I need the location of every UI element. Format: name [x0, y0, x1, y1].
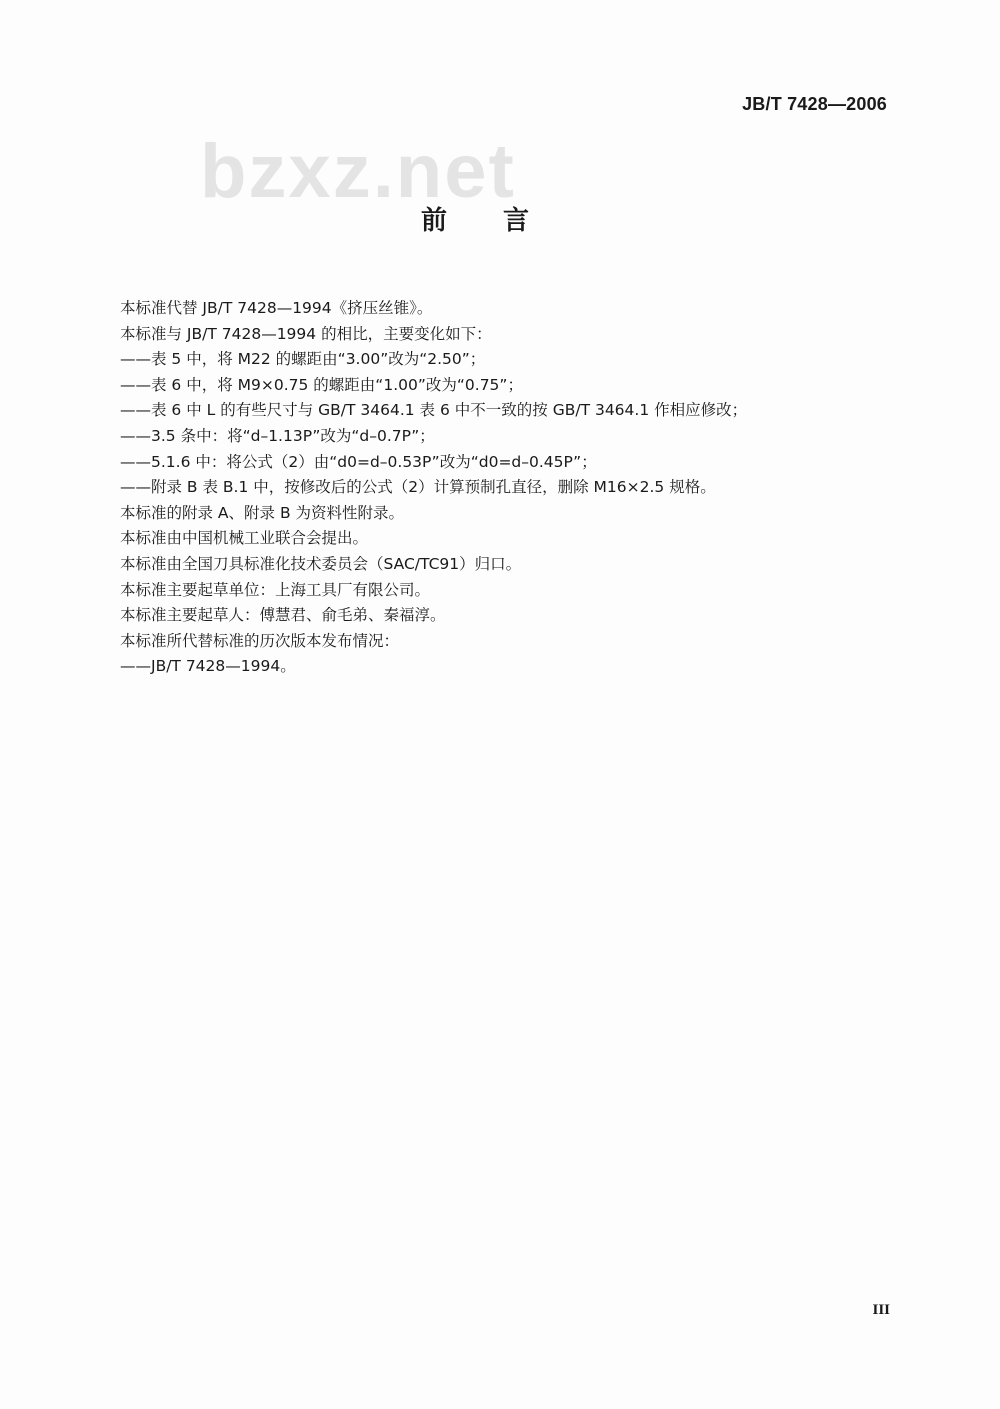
foreword-line: 本标准所代替标准的历次版本发布情况： [120, 631, 400, 650]
page-title [0, 200, 950, 237]
change-item: ——3.5 条中：将“d–1.13P”改为“d–0.7P”； [120, 426, 435, 445]
foreword-line: 本标准由中国机械工业联合会提出。 [120, 529, 369, 548]
title-char-2: 言 [503, 206, 530, 236]
watermark: bzxz.net [200, 129, 516, 214]
foreword-line: 本标准主要起草单位：上海工具厂有限公司。 [120, 580, 431, 599]
foreword-line: 本标准主要起草人：傅慧君、俞毛弟、秦福淳。 [120, 606, 446, 625]
change-item: ——表 5 中，将 M22 的螺距由“3.00”改为“2.50”； [120, 350, 486, 369]
foreword-line: 本标准由全国刀具标准化技术委员会（SAC/TC91）归口。 [120, 554, 522, 573]
change-item: ——表 6 中，将 M9×0.75 的螺距由“1.00”改为“0.75”； [120, 375, 523, 394]
change-item: ——表 6 中 L 的有些尺寸与 GB/T 3464.1 表 6 中不一致的按 GB/T 3464.1 作相应修改； [120, 401, 748, 420]
foreword-line: 本标准的附录 A、附录 B 为资料性附录。 [120, 503, 405, 522]
change-item: ——附录 B 表 B.1 中，按修改后的公式（2）计算预制孔直径，删除 M16×2.5 规格。 [120, 478, 716, 497]
title-char-1: 前 [420, 206, 447, 236]
change-item: ——5.1.6 中：将公式（2）由“d0=d–0.53P”改为“d0=d–0.45P”； [120, 452, 597, 471]
foreword-line: 本标准与 JB/T 7428—1994 的相比，主要变化如下： [120, 324, 492, 343]
previous-version-item: ——JB/T 7428—1994。 [120, 657, 296, 676]
foreword-line: 本标准代替 JB/T 7428—1994《挤压丝锥》。 [120, 299, 433, 317]
standard-code: JB/T 7428—2006 [742, 94, 887, 114]
foreword-body [120, 296, 900, 680]
page-number: III [872, 1302, 890, 1318]
